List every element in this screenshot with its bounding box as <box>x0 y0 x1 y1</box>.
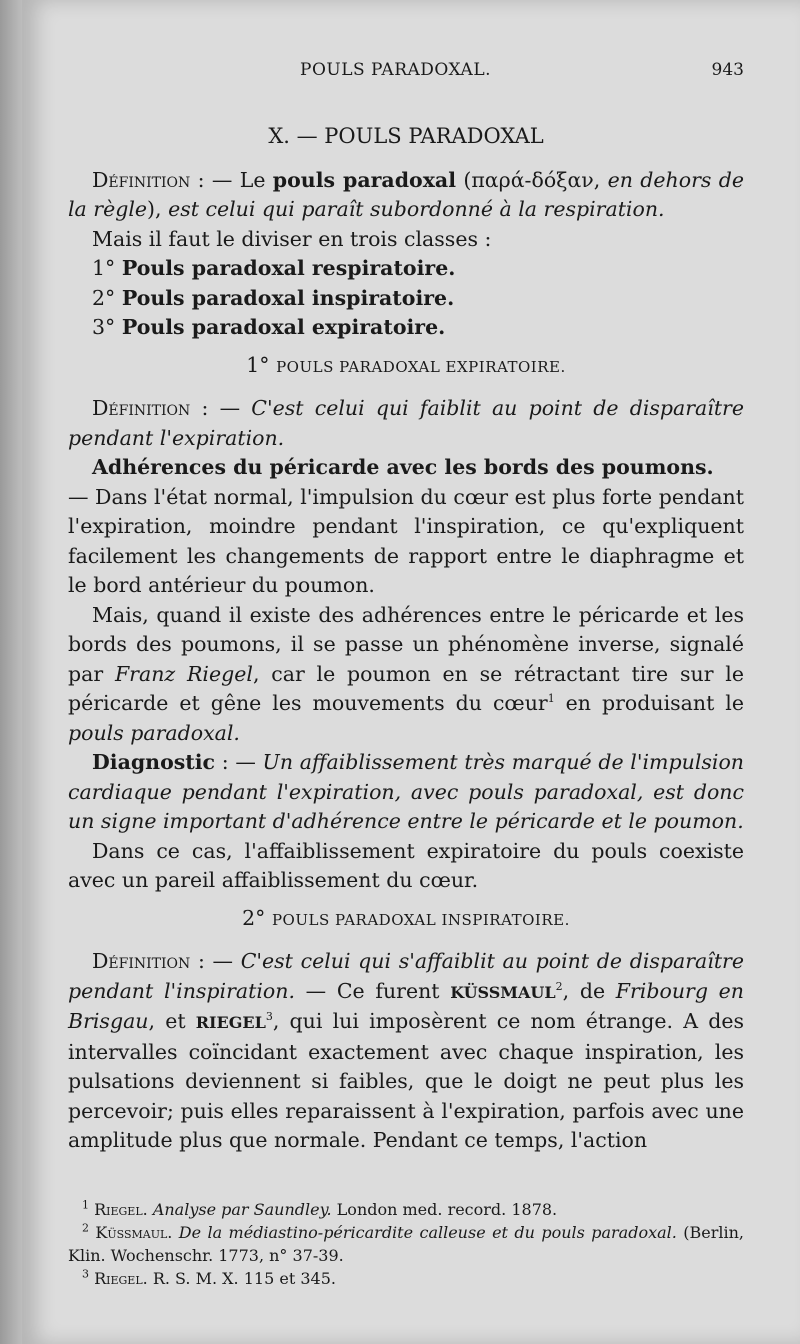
diagnostic-paragraph: Diagnostic : — Un affaiblissement très marqué de l'impulsion cardiaque pendant l'expiration, avec pouls paradoxal, est donc un signe important d'adhérence entre le péricarde et le poumon. <box>68 750 744 833</box>
section-title: X. — POULS PARADOXAL <box>268 124 544 148</box>
class-item: 1° Pouls paradoxal respiratoire. <box>92 256 456 280</box>
paragraph-adherences: Mais, quand il existe des adhérences entre le péricarde et les bords des poumons, il se passe un phénomène inverse, signalé par Franz Riegel, car le poumon en se rétractant tire sur le péricarde et gêne les mouvements du cœur$^1$ en produisant le pouls paradoxal. <box>68 602 744 745</box>
footnote: $^3$ Riegel. R. S. M. X. 115 et 345. <box>82 1267 336 1288</box>
footnotes <box>68 1198 744 1290</box>
page-number: 943 <box>711 60 744 80</box>
subsection-title-2: 2° POULS PARADOXAL INSPIRATOIRE. <box>242 905 570 930</box>
subsection-title-1: 1° POULS PARADOXAL EXPIRATOIRE. <box>246 352 566 377</box>
adherences-heading: Adhérences du péricarde avec les bords des poumons. <box>92 455 714 479</box>
page-header <box>68 60 744 90</box>
paragraph-normal-state: — Dans l'état normal, l'impulsion du cœur est plus forte pendant l'expiration, moindre pendant l'inspiration, ce qu'expliquent facilement les changements de rapport entre le diaphragme et le bord antérieur du poumon. <box>68 484 744 597</box>
footnote: $^2$ Küssmaul. De la médiastino-péricardite calleuse et du pouls paradoxal. (Berlin, Klin. Wochenschr. 1773, n° 37-39. <box>68 1221 744 1265</box>
page-body <box>68 122 744 1156</box>
paragraph-coexiste: Dans ce cas, l'affaiblissement expiratoire du pouls coexiste avec un pareil affaiblissement du cœur. <box>68 838 744 892</box>
term: pouls paradoxal <box>272 167 456 192</box>
definition-inspiratoire: Définition : — C'est celui qui s'affaiblit au point de disparaître pendant l'inspiration. — Ce furent KÜSSMAUL$^2$, de Fribourg en Brisgau, et RIEGEL$^3$, qui lui imposèrent ce nom étrange. A des intervalles coïncidant exactement avec chaque inspiration, les pulsations deviennent si faibles, que le doigt ne peut plus les percevoir; puis elles reparaissent à l'expiration, parfois avec une amplitude plus que normale. Pendant ce temps, l'action <box>68 949 745 1152</box>
definition-label: Définition <box>92 167 191 192</box>
class-item: 2° Pouls paradoxal inspiratoire. <box>92 285 455 310</box>
class-item: 3° Pouls paradoxal expiratoire. <box>92 315 446 339</box>
classes-intro: Mais il faut le diviser en trois classes : <box>92 226 492 251</box>
definition-expiratoire: Définition : — C'est celui qui faiblit au point de disparaître pendant l'expiration. <box>68 396 744 450</box>
running-title: POULS PARADOXAL. <box>300 60 492 80</box>
footnote: $^1$ Riegel. Analyse par Saundley. London med. record. 1878. <box>82 1198 558 1219</box>
definition-paragraph: Définition : — Le pouls paradoxal (παρά-δόξαν, en dehors de la règle), est celui qui paraît subordonné à la respiration. <box>68 167 744 221</box>
page-edge <box>0 0 22 1344</box>
